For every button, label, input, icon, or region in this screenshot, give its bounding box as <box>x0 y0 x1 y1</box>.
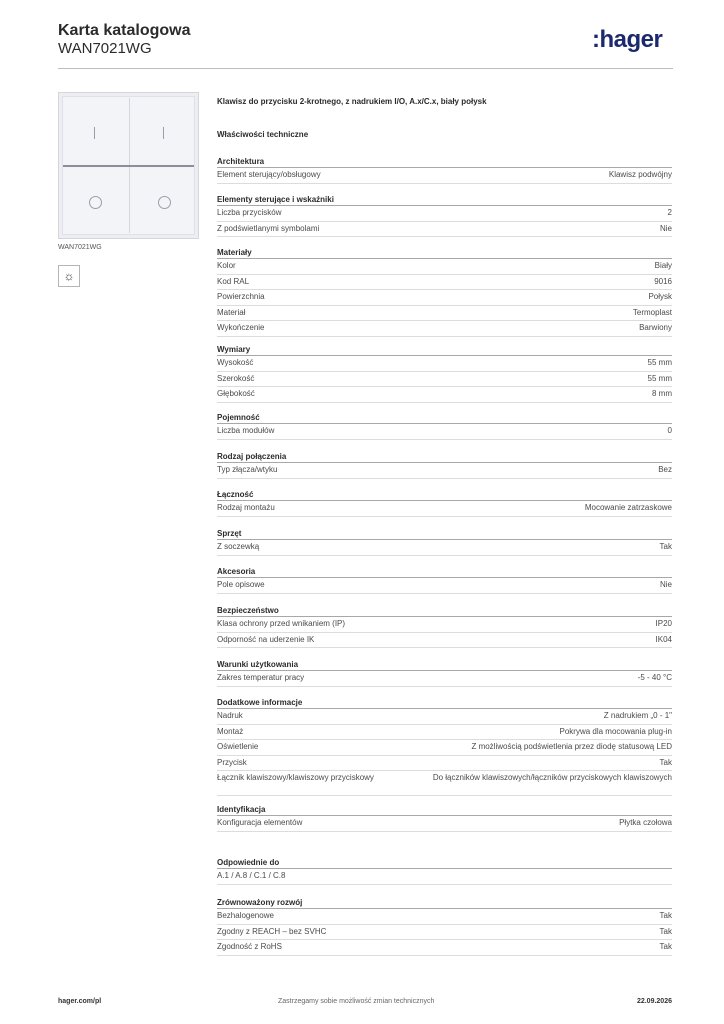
spec-value: Tak <box>659 926 672 936</box>
spec-label: Szerokość <box>217 373 255 383</box>
section <box>217 897 672 956</box>
section <box>217 489 672 517</box>
spec-label: Konfiguracja elementów <box>217 818 303 827</box>
spec-row <box>217 275 672 291</box>
spec-value: Biały <box>654 261 672 270</box>
spec-label: Przycisk <box>217 757 247 767</box>
spec-row <box>217 709 672 725</box>
spec-label: Pole opisowe <box>217 580 265 589</box>
spec-label: Z soczewką <box>217 542 260 551</box>
spec-row <box>217 321 672 337</box>
section-title: Identyfikacja <box>217 804 672 816</box>
spec-row <box>217 633 672 649</box>
section <box>217 156 672 184</box>
spec-value: Z nadrukiem „0 - 1" <box>603 711 672 720</box>
spec-value: Tak <box>659 542 672 551</box>
product-description: Klawisz do przycisku 2-krotnego, z nadrukiem I/O, A.x/C.x, biały połysk <box>217 97 487 106</box>
section-title: Sprzęt <box>217 528 672 540</box>
footer-website[interactable]: hager.com/pl <box>58 998 102 1005</box>
spec-label: Kod RAL <box>217 276 250 286</box>
led-light-icon[interactable]: ☼ <box>58 265 80 287</box>
spec-row <box>217 756 672 772</box>
spec-value: Barwiony <box>639 323 672 333</box>
section-title: Materiały <box>217 247 672 259</box>
on-symbol-icon <box>94 127 95 139</box>
section <box>217 451 672 479</box>
off-symbol-icon <box>158 196 171 209</box>
spec-value: Klawisz podwójny <box>608 170 672 179</box>
spec-value: Termoplast <box>632 307 672 317</box>
spec-value: Połysk <box>648 292 672 302</box>
spec-row <box>217 909 672 925</box>
section <box>217 804 672 832</box>
spec-row <box>217 206 672 222</box>
section-title: Bezpieczeństwo <box>217 605 672 617</box>
spec-value: Do łączników klawiszowych/łączników przyciskowych klawiszowych <box>432 773 672 783</box>
section-title: Akcesoria <box>217 566 672 578</box>
section <box>217 857 672 885</box>
spec-value: 2 <box>667 208 672 217</box>
spec-row <box>217 372 672 388</box>
spec-label: Wysokość <box>217 358 254 367</box>
image-caption: WAN7021WG <box>58 244 102 251</box>
spec-value: -5 - 40 °C <box>637 673 672 682</box>
spec-value: 0 <box>667 426 672 435</box>
spec-label: Materiał <box>217 307 246 317</box>
spec-value: IP20 <box>655 619 672 628</box>
header-divider <box>58 68 673 69</box>
spec-label: Liczba przycisków <box>217 208 282 217</box>
spec-value: Tak <box>659 757 672 767</box>
spec-label: Nadruk <box>217 711 243 720</box>
spec-row <box>217 501 672 517</box>
spec-row <box>217 869 672 885</box>
spec-label: Bezhalogenowe <box>217 911 274 920</box>
spec-label: Odporność na uderzenie IK <box>217 634 315 644</box>
spec-row <box>217 671 672 687</box>
section-title: Rodzaj połączenia <box>217 451 672 463</box>
footer-date: 22.09.2026 <box>636 998 672 1005</box>
spec-label: Wykończenie <box>217 323 265 333</box>
hager-logo: :hager <box>592 26 663 53</box>
spec-row <box>217 259 672 275</box>
spec-row <box>217 356 672 372</box>
spec-label: A.1 / A.8 / C.1 / C.8 <box>217 871 286 880</box>
off-symbol-icon <box>89 196 102 209</box>
spec-row <box>217 740 672 756</box>
spec-value: Płytka czołowa <box>619 818 672 827</box>
spec-value: Z możliwością podświetlenia przez diodę statusową LED <box>471 742 672 752</box>
spec-row <box>217 168 672 184</box>
spec-row <box>217 578 672 594</box>
product-image <box>58 92 199 239</box>
section-title: Architektura <box>217 156 672 168</box>
spec-row <box>217 424 672 440</box>
spec-row <box>217 306 672 322</box>
spec-row <box>217 540 672 556</box>
section <box>217 247 672 337</box>
spec-label: Montaż <box>217 726 244 736</box>
section <box>217 528 672 556</box>
section <box>217 566 672 594</box>
spec-row <box>217 617 672 633</box>
spec-label: Element sterujący/obsługowy <box>217 170 321 179</box>
section <box>217 194 672 237</box>
spec-row <box>217 925 672 941</box>
spec-value: Nie <box>659 580 672 589</box>
spec-value: Tak <box>659 942 672 952</box>
section <box>217 412 672 440</box>
section <box>217 697 672 796</box>
spec-row <box>217 940 672 956</box>
spec-value: Bez <box>658 465 672 474</box>
spec-label: Z podświetlanymi symbolami <box>217 223 320 233</box>
spec-value: Pokrywa dla mocowania plug-in <box>559 726 672 736</box>
section-title: Zrównoważony rozwój <box>217 897 672 909</box>
spec-row <box>217 222 672 238</box>
section-title: Dodatkowe informacje <box>217 697 672 709</box>
spec-label: Kolor <box>217 261 236 270</box>
spec-row <box>217 290 672 306</box>
spec-label: Łącznik klawiszowy/klawiszowy przyciskowy <box>217 773 374 783</box>
spec-label: Zakres temperatur pracy <box>217 673 305 682</box>
section-title: Odpowiednie do <box>217 857 672 869</box>
spec-value: Tak <box>659 911 672 920</box>
spec-value: 8 mm <box>652 389 672 399</box>
spec-label: Rodzaj montażu <box>217 503 275 512</box>
spec-row <box>217 816 672 832</box>
spec-label: Zgodność z RoHS <box>217 942 282 952</box>
spec-label: Liczba modułów <box>217 426 275 435</box>
spec-label: Typ złącza/wtyku <box>217 465 278 474</box>
spec-label: Klasa ochrony przed wnikaniem (IP) <box>217 619 346 628</box>
spec-value: Mocowanie zatrzaskowe <box>584 503 672 512</box>
section <box>217 344 672 403</box>
spec-row <box>217 463 672 479</box>
spec-label: Głębokość <box>217 389 255 399</box>
spec-value: Nie <box>659 223 672 233</box>
spec-value: IK04 <box>655 634 672 644</box>
spec-value: 55 mm <box>647 358 672 367</box>
section-title: Elementy sterujące i wskaźniki <box>217 194 672 206</box>
status-led-strip <box>63 165 194 167</box>
section <box>217 659 672 687</box>
spec-value: 55 mm <box>647 373 672 383</box>
section-title: Wymiary <box>217 344 672 356</box>
footer-disclaimer: Zastrzegamy sobie możliwość zmian technicznych <box>278 998 435 1005</box>
spec-row <box>217 387 672 403</box>
spec-label: Oświetlenie <box>217 742 259 752</box>
section <box>217 605 672 648</box>
spec-value: 9016 <box>654 276 672 286</box>
on-symbol-icon <box>163 127 164 139</box>
section-title: Warunki użytkowania <box>217 659 672 671</box>
spec-row <box>217 725 672 741</box>
spec-label: Zgodny z REACH – bez SVHC <box>217 926 327 936</box>
product-code: WAN7021WG <box>58 40 152 57</box>
page-title: Karta katalogowa <box>58 22 191 39</box>
spec-row <box>217 771 672 796</box>
section-title: Pojemność <box>217 412 672 424</box>
section-title: Łączność <box>217 489 672 501</box>
technical-properties-heading: Właściwości techniczne <box>217 130 309 139</box>
spec-label: Powierzchnia <box>217 292 265 302</box>
